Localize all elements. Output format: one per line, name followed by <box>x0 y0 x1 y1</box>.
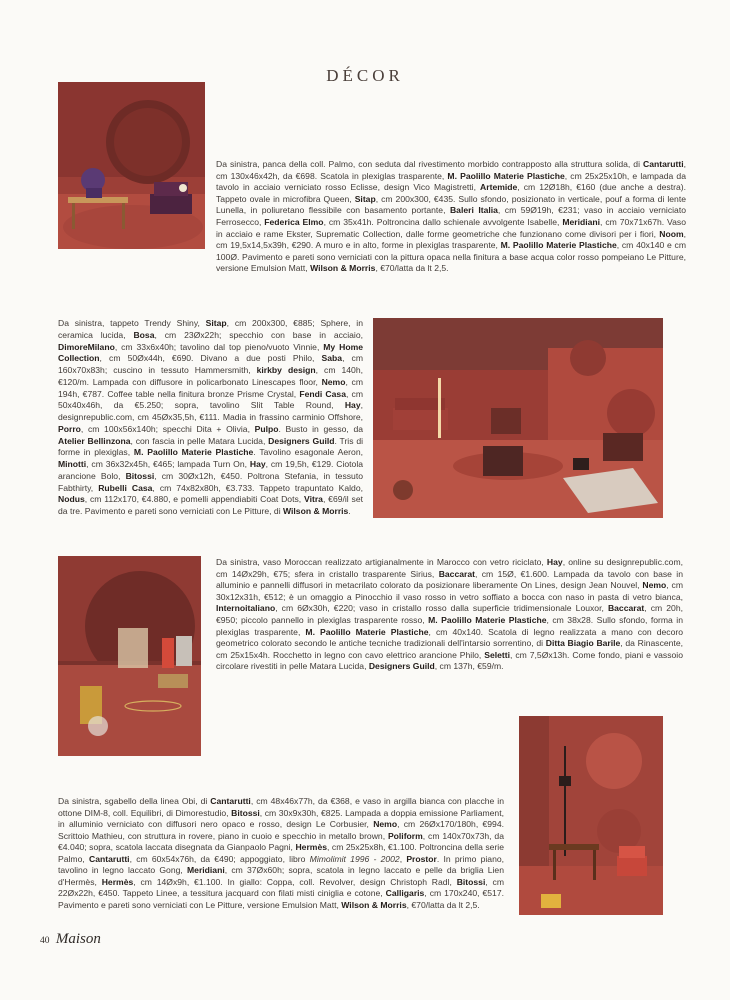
brand-name: Hermès <box>295 842 327 852</box>
caption-run: , <box>399 853 407 864</box>
caption-1-text <box>216 159 686 275</box>
caption-run: , cm 37Øx60h; sopra, scatola in legno laccato e pelle da briglia Lien d'Hermès, <box>58 865 504 887</box>
caption-run: , €69/il set da tre. Pavimento e pareti sono verniciati con Le Pitture, di <box>58 494 364 516</box>
caption-run: , cm 30x12x31h, €512; è un omaggio a Pinocchio il vaso rosso in vetro soffiato a bocca con naso in pasta di vetro bianca, <box>216 580 684 602</box>
caption-run: Da sinistra, vaso Moroccan realizzato artigianalmente in Marocco con vetro riciclato, <box>216 557 547 567</box>
brand-name: Designers Guild <box>368 661 435 672</box>
caption-run: , cm 50Øx44h, €690. Divano a due posti Philo, <box>99 353 322 364</box>
brand-name: Baleri Italia <box>449 205 498 216</box>
brand-name: Wilson & Morris <box>283 506 349 516</box>
caption-run: , cm 160x70x83h; cuscino in tessuto Hammersmith, <box>58 353 363 375</box>
caption-run: , cm 19,5h, €129. Ciotola arancione Bolo, <box>58 459 364 481</box>
brand-name: Porro <box>58 423 81 434</box>
caption-run: , con fascia in pelle Matara Lucida, <box>130 435 269 446</box>
caption-run: , cm 130x46x42h, da €698. Scatola in plexiglas trasparente, <box>216 159 686 181</box>
caption-2-text <box>58 318 363 518</box>
photo-desk-illustration <box>519 716 663 915</box>
brand-name: Nodus <box>58 494 85 505</box>
brand-name: Rubelli Casa <box>98 482 153 493</box>
caption-run: , cm 140h, €120/m. Lampada con diffusore in policarbonato Linescapes floor, <box>58 365 363 387</box>
caption-1 <box>216 159 686 275</box>
brand-name: DimoreMilano <box>58 341 115 352</box>
caption-run: , cm 36x32x45h, €465; lampada Turn On, <box>86 459 250 469</box>
caption-3-text <box>216 557 683 673</box>
caption-run: . Tavolino esagonale Aeron, <box>253 447 363 458</box>
brand-name: Vitra <box>304 494 323 505</box>
brand-name: M. Paolillo Materie Plastiche <box>447 170 565 181</box>
brand-name: Wilson & Morris <box>310 263 376 274</box>
brand-name: Nemo <box>321 376 346 387</box>
page-number: 40 <box>40 936 50 946</box>
brand-name: Cantarutti <box>643 159 684 169</box>
brand-name: Seletti <box>484 649 511 660</box>
brand-name: Wilson & Morris <box>341 899 407 910</box>
caption-run: , cm 23Øx22h; specchio con base in acciaio, <box>154 329 363 340</box>
caption-run: , cm 22Øx22h, €450. Tappeto Linee, a tessitura jacquard con filati misti ciniglia e cotone, <box>58 876 505 898</box>
caption-run: , cm 137h, €59/m. <box>434 661 504 672</box>
caption-run: , cm 15Ø, €1.600. Lampada da tavolo con base in alluminio e pannelli diffusori in metacrilato colorato da posizionare liberamente On Lines, design Jean Nouvel, <box>216 568 683 591</box>
caption-4-text <box>58 796 504 911</box>
brand-name: Poliform <box>387 830 423 841</box>
caption-run: . Busto in gesso, da <box>278 423 363 434</box>
caption-run: , cm 30Øx12h, €450. Poltrona Stefania, in tessuto Fabthirty, <box>58 470 364 493</box>
brand-name: Meridiani <box>187 865 225 875</box>
caption-run: , cm 200x300, €885; Sphere, in ceramica lucida, <box>58 318 363 340</box>
brand-name: Hermès <box>101 876 134 887</box>
caption-run: Da sinistra, panca della coll. Palmo, con seduta dal rivestimento morbido contrapposto alla struttura solida, di <box>216 159 644 169</box>
caption-run: , cm 33x6x40h; tavolino dal top pieno/vuoto Vinnie, <box>114 341 324 352</box>
caption-run: , cm 35x41h. Poltroncina dallo schienale avvolgente Isabelle, <box>323 216 563 227</box>
caption-run: , cm 194h, €787. Coffee table nella finitura bronze Prisme Crystal, <box>58 376 363 399</box>
brand-name: Meridiani <box>562 216 601 227</box>
caption-run: , cm 40x140. Scatola di legno realizzata a mano con decoro geometrico colorato secondo le antiche tecniche tradizionali dell'intarsio sorrentino, di <box>216 626 683 649</box>
caption-run: . In primo piano, tavolino in legno laccato Gong, <box>58 853 505 875</box>
brand-name: Saba <box>321 353 343 364</box>
caption-run: , cm 26Øx170/180h, €994. Scrittoio Mathieu, con struttura in rovere, piano in cuoio e specchio in metallo brown, <box>58 819 504 841</box>
caption-run: , cm 112x170, €4.880, e pomelli appendiabiti Coat Dots, <box>84 494 304 505</box>
caption-run: . Tris di forme in plexiglas, <box>58 435 364 458</box>
brand-name: Hay <box>249 459 266 469</box>
caption-run: , cm 25x25x8h, €1.100. Poltroncina della serie Palmo, <box>58 842 505 864</box>
caption-run: , cm 7,5Øx13h. Come fondo, piani e vassoio circolare rivestiti in pelle Matara Lucida, <box>216 649 683 672</box>
photo-bench-illustration <box>58 82 205 249</box>
brand-name: Bitossi <box>456 876 486 887</box>
photo-vases-illustration <box>58 556 201 756</box>
brand-name: Artemide <box>480 182 518 193</box>
caption-run: , cm 50x40x46h, da €5.250; sopra, tavolino Slit Table Round, <box>58 388 363 411</box>
brand-name: Hay <box>546 557 563 567</box>
caption-run: , cm 70x71x67h. Vaso in acciaio e rame Ekster, Suprematic Collection, dalle forme geometriche che funzionano come divisori per i fiori, <box>216 216 687 239</box>
caption-4 <box>58 796 504 911</box>
brand-name: My Home Collection <box>58 341 363 364</box>
brand-name: Nemo <box>642 580 667 591</box>
caption-run: , cm 14Øx9h, €1.100. In giallo: Coppa, coll. Revolver, design Christoph Radl, <box>133 876 457 887</box>
caption-run: , cm 38x28. Sullo sfondo, forma in plexiglas trasparente, <box>216 614 683 637</box>
brand-name: M. Paolillo Materie Plastiche <box>428 614 547 625</box>
caption-run: Da sinistra, tappeto Trendy Shiny, <box>58 318 206 328</box>
brand-name: Sitap <box>354 193 376 204</box>
caption-run: , cm 170x240, €517. Pavimento e pareti sono verniciati con Le Pitture, versione Emulsion Matt, <box>58 888 504 910</box>
brand-name: M. Paolillo Materie Plastiche <box>500 240 617 251</box>
brand-name: M. Paolillo Materie Plastiche <box>305 626 429 637</box>
caption-run: , cm 100x56x140h; specchi Dita + Olivia, <box>80 423 255 434</box>
caption-run: , cm 74x82x80h, €3.733. Tappeto trapuntato Kaldo, <box>152 482 363 493</box>
brand-name: Calligaris <box>385 888 425 898</box>
caption-run: , cm 25x25x10h, e lampada da tavolo in acciaio verniciato rosso Eclisse, design Vico Magistretti, <box>216 170 686 193</box>
brand-name: Bitossi <box>231 807 260 818</box>
brand-name: Internoitaliano <box>216 603 276 614</box>
brand-name: Minotti <box>58 459 87 469</box>
brand-name: Bosa <box>133 329 155 340</box>
magazine-logo: Maison <box>55 931 101 947</box>
brand-name: Designers Guild <box>268 435 335 446</box>
caption-run: , cm 59Ø19h, €231; vaso in acciaio verniciato Ferrosecco, <box>216 205 686 227</box>
brand-name: M. Paolillo Materie Plastiche <box>133 447 254 458</box>
caption-run: . <box>348 506 351 516</box>
caption-run: , cm 200x300, €435. Sullo sfondo, posizionato in verticale, pouf a forma di lente Lunella, in poliuretano flessibile con basamento portante, <box>216 193 686 216</box>
caption-run: , €70/latta da lt 2,5. <box>375 263 449 274</box>
brand-name: Ditta Biagio Barile <box>545 638 621 649</box>
brand-name: Baccarat <box>607 603 645 614</box>
brand-name: Noom <box>659 228 684 239</box>
brand-name: Federica Elmo <box>264 216 324 227</box>
section-title: DÉCOR <box>326 66 404 85</box>
brand-name: Baccarat <box>438 568 475 579</box>
brand-name: Nemo <box>373 819 398 829</box>
caption-run: , online su designrepublic.com, cm 14Øx29h, €75; sfera in cristallo trasparente Sirius, <box>216 557 683 579</box>
caption-run: Da sinistra, sgabello della linea Obi, di <box>58 796 211 806</box>
caption-3 <box>216 557 683 673</box>
brand-name: kirkby design <box>256 365 316 375</box>
brand-name: Cantarutti <box>88 853 130 864</box>
caption-run: , da Rinascente, cm 25x15x4h. Rocchetto in legno con cavo elettrico arancione Philo, <box>216 638 683 660</box>
photo-desk-scene <box>519 716 663 915</box>
caption-run: , €70/latta da lt 2,5. <box>406 899 480 910</box>
brand-name: Atelier Bellinzona <box>58 435 131 446</box>
brand-name: Cantarutti <box>210 796 251 806</box>
caption-run: , cm 140x70x73h, da €4.040; sopra, scatola laccata disegnata da Gianpaolo Pagni, <box>58 830 504 852</box>
photo-vases-scene <box>58 556 201 756</box>
photo-living-illustration <box>373 318 663 518</box>
brand-name: Prostor <box>406 853 437 864</box>
brand-name: Hay <box>344 400 361 411</box>
brand-name: Pulpo <box>254 423 279 434</box>
caption-run: , cm 48x46x77h, da €368, e vaso in argilla bianca con placche in ottone DIM-8, coll. Equilibri, di Dimorestudio, <box>58 796 504 818</box>
caption-run: , cm 6Øx30h, €220; vaso in cristallo rosso dalla superficie tridimensionale Louxor, <box>275 603 608 614</box>
caption-run: , cm 19,5x14,5x39h, €290. A muro e in alto, forme in plexiglas trasparente, <box>216 228 686 251</box>
caption-run: Mimolimit 1996 - 2002 <box>309 853 400 864</box>
photo-living-scene <box>373 318 663 518</box>
brand-name: Sitap <box>205 318 227 328</box>
brand-name: Fendi Casa <box>299 388 346 399</box>
photo-bench-scene <box>58 82 205 249</box>
caption-run: , cm 40x140 e cm 100Ø. Pavimento e pareti sono verniciati con la pittura opaca nella finitura a base acqua color rosso pompeiano Le Pitture, versione Emulsion Matt, <box>216 240 686 274</box>
caption-run: , cm 20h, €950; piccolo pannello in plexiglas trasparente rosso, <box>216 603 683 625</box>
caption-run: , cm 60x54x76h, da €490; appoggiato, libro <box>129 853 310 864</box>
brand-name: Bitossi <box>125 470 155 481</box>
caption-run: , cm 12Ø18h, €160 (due anche a destra). Tappeto ovale in microfibra Queen, <box>216 182 686 204</box>
caption-2 <box>58 318 363 518</box>
page-footer <box>40 931 101 948</box>
caption-run: , designrepublic.com, cm 45Øx35,5h, €111. Madia in frassino carminio Offshore, <box>58 400 363 422</box>
caption-run: , cm 30x9x30h, €825. Lampada a doppia emissione Parliament, in alluminio verniciato con diffusori nero opaco e rosso, design Le Corbusier, <box>58 807 504 829</box>
